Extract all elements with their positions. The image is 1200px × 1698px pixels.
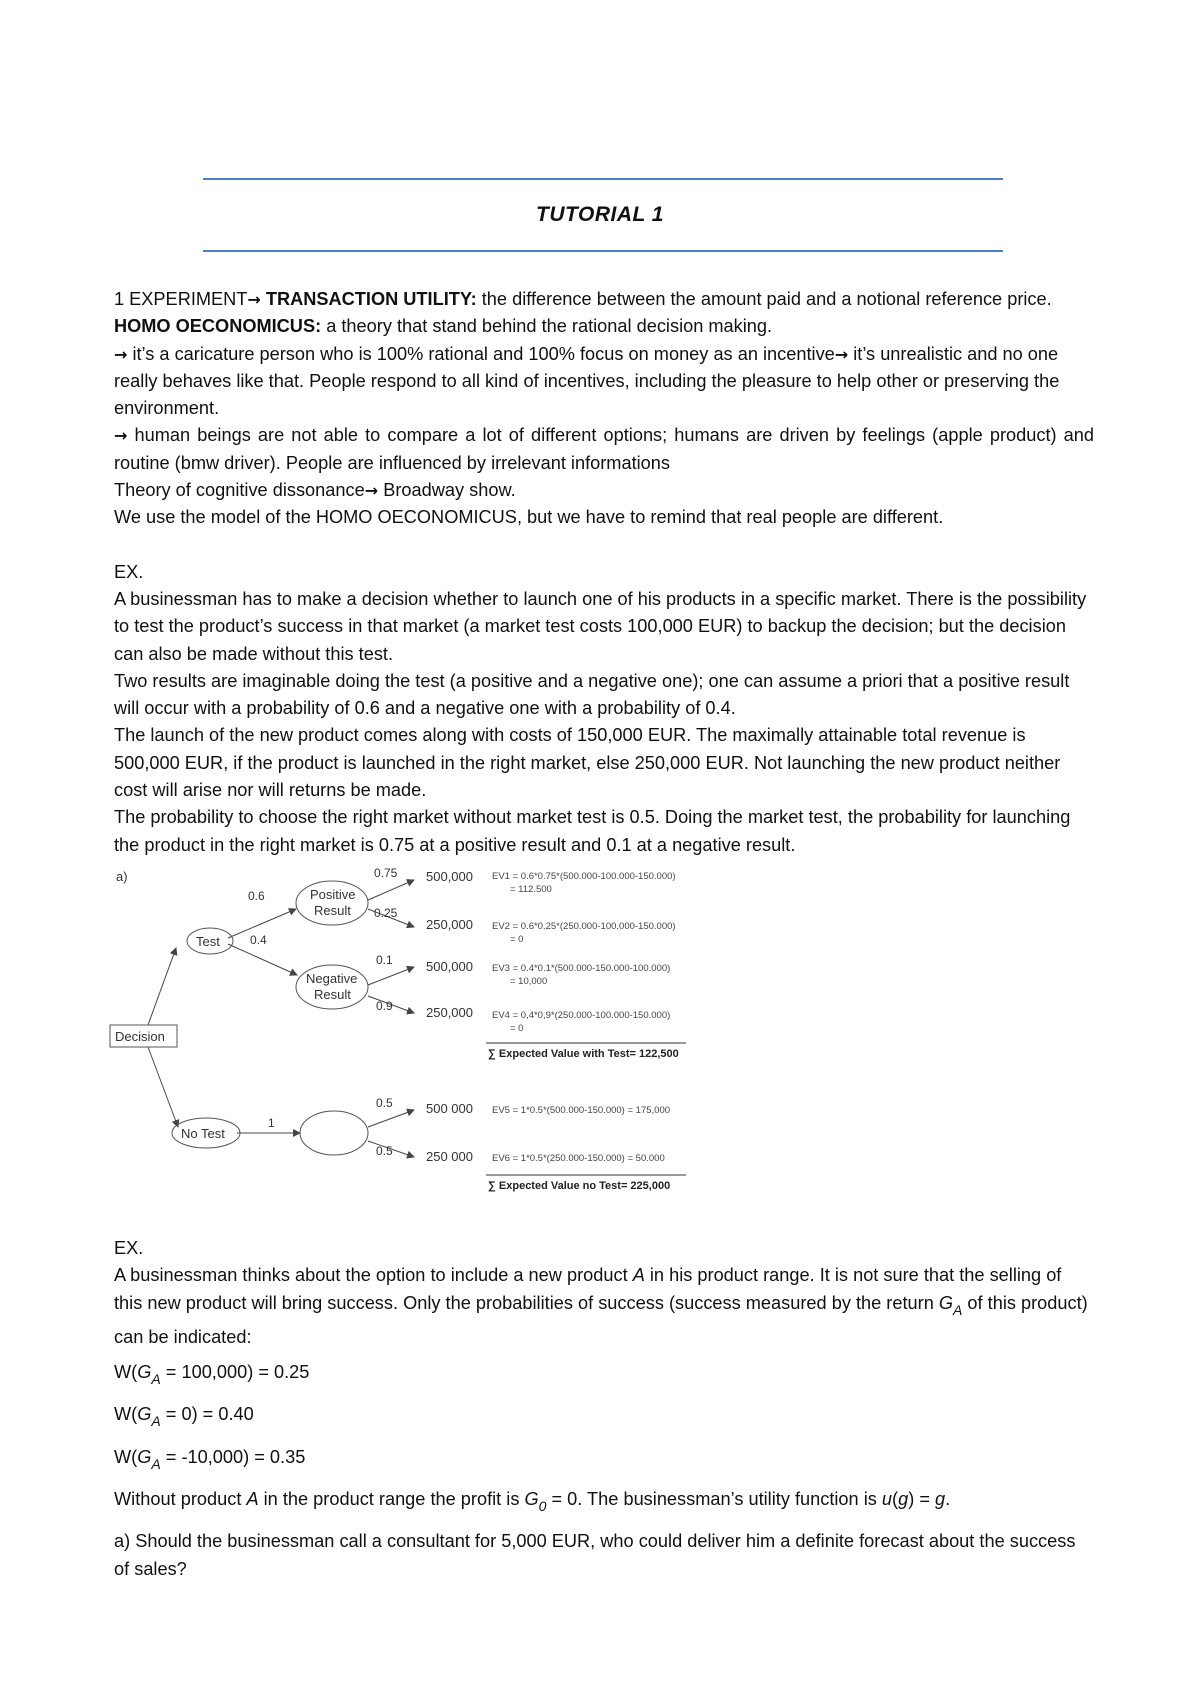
probability-line-3: $W(G_A = -10,000) = 0.35$ xyxy=(114,1446,306,1472)
arrow-right-icon: → xyxy=(364,481,379,501)
prob-branch-5: 0.5 xyxy=(376,1095,393,1110)
prob-branch-2: 0.25 xyxy=(374,905,398,920)
node-no-test: No Test xyxy=(181,1125,225,1141)
ex1-paragraph-2: Two results are imaginable doing the test (a positive and a negative one); one can assume a priori that a positive result will occur with a probability of 0.6 and a negative one with a probability of 0.4. xyxy=(114,670,1070,719)
title-rule-bottom xyxy=(203,250,1003,252)
ex2-label: EX. xyxy=(114,1237,144,1258)
human-beings-paragraph: → human beings are not able to compare a lot of different options; humans are driven by feelings (apple product) and routine (bmw driver). People are influenced by irrelevant informations xyxy=(114,425,1094,473)
decision-tree-diagram xyxy=(114,865,1094,1233)
prob-positive: 0.6 xyxy=(248,888,265,903)
term-transaction-utility: TRANSACTION UTILITY: xyxy=(265,289,477,309)
ev2-result: = 0 xyxy=(510,933,524,945)
ev3-result: = 10,000 xyxy=(510,975,548,987)
arrow-right-icon: → xyxy=(247,290,261,309)
sum-with-test: ∑ Expected Value with Test= 122,500 xyxy=(488,1047,679,1060)
caricature-paragraph: → it’s a caricature person who is 100% rational and 100% focus on money as an incentive→ it’s unrealistic and no one really behaves like that. People respond to all kind of incentives, including the pleasure to help other or preserving the environment. xyxy=(114,343,1060,419)
ev1-result: = 112.500 xyxy=(510,883,552,895)
value-branch-2: 250,000 xyxy=(426,916,473,932)
ev4-formula: EV4 = 0,4*0,9*(250.000-100.000-150.000) xyxy=(492,1009,671,1021)
ev4-result: = 0 xyxy=(510,1022,524,1034)
experiment-paragraph: 1 EXPERIMENT→ TRANSACTION UTILITY: the difference between the amount paid and a notional reference price. xyxy=(114,289,1052,309)
dissonance-paragraph: Theory of cognitive dissonance→ Broadway show. xyxy=(114,480,516,501)
ex1-label: EX. xyxy=(114,561,144,582)
node-negative-line1: Negative xyxy=(306,970,358,986)
ev1-formula: EV1 = 0.6*0.75*(500.000-100.000-150.000) xyxy=(492,870,676,882)
prob-branch-4: 0.9 xyxy=(376,998,393,1013)
sum-no-test: ∑ Expected Value no Test= 225,000 xyxy=(488,1179,671,1192)
arrow-right-icon: → xyxy=(114,344,128,364)
arrow-right-icon: → xyxy=(114,426,128,446)
node-positive-line1: Positive xyxy=(310,886,356,902)
model-note-paragraph: We use the model of the HOMO OECONOMICUS, but we have to remind that real people are different. xyxy=(114,507,944,528)
ex1-paragraph-3: The launch of the new product comes along with costs of 150,000 EUR. The maximally attainable total revenue is 500,000 EUR, if the product is launched in the right market, else 250,000 EUR. Not launching the new product neither cost will arise nor will returns be made. xyxy=(114,725,1061,801)
prob-negative: 0.4 xyxy=(250,932,267,947)
ex1-paragraph-1: A businessman has to make a decision whether to launch one of his products in a specific market. There is the possibility to test the product’s success in that market (a market test costs 100,000 EUR) to backup the decision; but the decision can also be made without this test. xyxy=(114,588,1087,664)
without-product-line: Without product A in the product range the profit is $G_0 = 0$. The businessman’s utility function is u(g) = g. xyxy=(114,1489,951,1515)
homo-paragraph: HOMO OECONOMICUS: a theory that stand behind the rational decision making. xyxy=(114,316,773,337)
node-test: Test xyxy=(196,933,220,949)
part-label: a) xyxy=(116,868,128,884)
title-rule-top xyxy=(203,178,1003,180)
paragraph-gap xyxy=(114,532,1094,559)
page-title: TUTORIAL 1 xyxy=(536,203,664,226)
ev6-formula: EV6 = 1*0.5*(250.000-150.000) = 50.000 xyxy=(492,1152,665,1164)
prob-no-test: 1 xyxy=(268,1115,275,1130)
value-branch-4: 250,000 xyxy=(426,1004,473,1020)
value-branch-5: 500 000 xyxy=(426,1100,473,1116)
term-homo-oeconomicus: HOMO OECONOMICUS: xyxy=(114,316,322,337)
node-decision: Decision xyxy=(115,1028,165,1044)
arrow-right-icon: → xyxy=(834,344,849,364)
node-negative-line2: Result xyxy=(314,986,351,1002)
question-a: a) Should the businessman call a consultant for 5,000 EUR, who could deliver him a definite forecast about the success of sales? xyxy=(114,1531,1076,1579)
ev5-formula: EV5 = 1*0.5*(500.000-150.000) = 175,000 xyxy=(492,1104,671,1116)
ev3-formula: EV3 = 0.4*0.1*(500.000-150.000-100.000) xyxy=(492,962,671,974)
ex1-paragraph-4: The probability to choose the right market without market test is 0.5. Doing the market test, the probability for launching the product in the right market is 0.75 at a positive result and 0.1 at a negative result. xyxy=(114,807,1071,855)
value-branch-3: 500,000 xyxy=(426,958,473,974)
ex2-paragraph-1: A businessman thinks about the option to include a new product A in his product range. It is not sure that the selling of this new product will bring success. Only the probabilities of success (success measured by the return $G_A$ of this product) can be indicated: xyxy=(114,1265,1088,1347)
prob-branch-6: 0.5 xyxy=(376,1143,393,1158)
value-branch-6: 250 000 xyxy=(426,1148,473,1164)
probability-line-1: $W(G_A = 100,000) = 0.25$ xyxy=(114,1362,310,1388)
value-branch-1: 500,000 xyxy=(426,868,473,884)
prob-branch-3: 0.1 xyxy=(376,952,393,967)
node-positive-line2: Result xyxy=(314,902,351,918)
probability-line-2: $W(G_A = 0) = 0.40$ xyxy=(114,1404,254,1430)
document-body xyxy=(114,286,1094,1583)
ev2-formula: EV2 = 0.6*0.25*(250.000-100.000-150.000) xyxy=(492,920,676,932)
prob-branch-1: 0.75 xyxy=(374,865,398,880)
